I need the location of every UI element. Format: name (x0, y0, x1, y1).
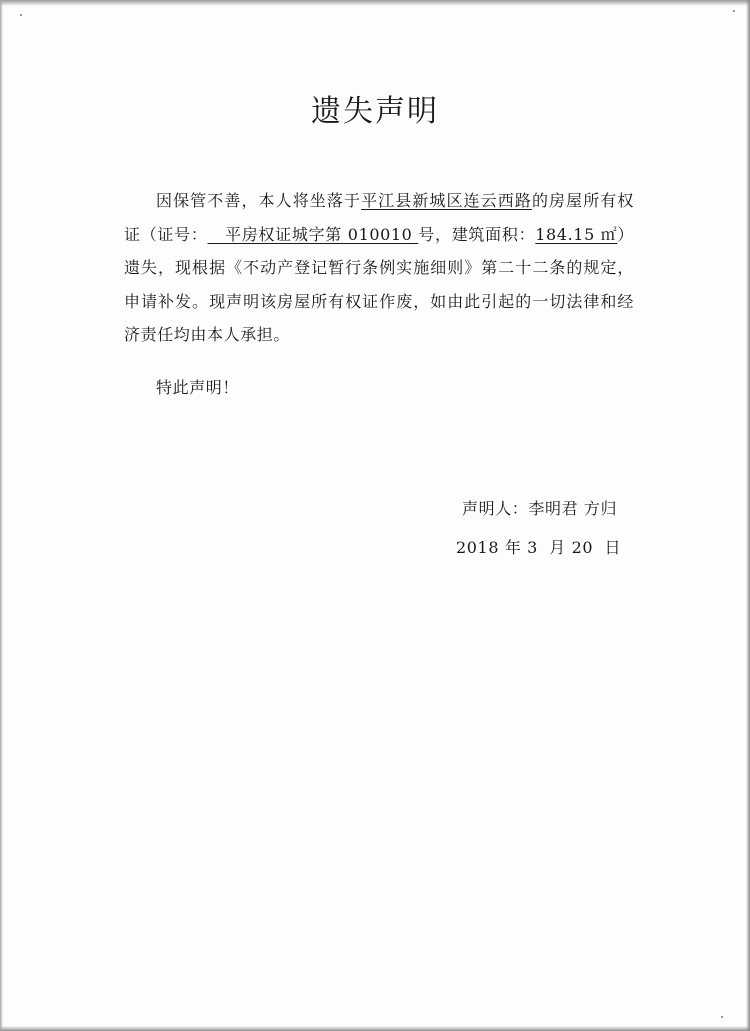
body-area-label: 号，建筑面积： (418, 224, 536, 244)
date-year: 2018 (456, 538, 500, 557)
body-certificate-label: 的房屋所有权证（证号： (124, 191, 634, 244)
date-month: 3 (527, 538, 538, 557)
scan-edge-top (0, 0, 750, 6)
certificate-number-text: 平房权证城字第 010010 (224, 224, 413, 244)
date-day-unit: 日 (604, 538, 622, 557)
signature-line (462, 495, 617, 523)
scan-speck (721, 1016, 723, 1018)
declaration-date (456, 534, 621, 562)
scan-edge-right (746, 0, 750, 1031)
body-intro: 因保管不善，本人将坐落于 (156, 191, 362, 210)
scan-speck (20, 14, 22, 16)
closing-statement: 特此声明！ (156, 378, 240, 397)
body-rest: ）遗失，现根据《不动产登记暂行条例实施细则》第二十二条的规定，申请补发。现声明该房屋所有权证作废，如由此引起的一切法律和经济责任均由本人承担。 (124, 224, 634, 344)
date-year-unit: 年 (504, 538, 522, 557)
scan-edge-bottom (0, 1026, 750, 1031)
signer-label: 声明人： (462, 499, 529, 518)
scan-edge-left (0, 0, 3, 1031)
date-day: 20 (571, 538, 594, 557)
date-month-unit: 月 (549, 538, 566, 557)
document-title: 遗失声明 (311, 94, 439, 129)
certificate-number (208, 225, 419, 244)
building-area: 184.15 ㎡ (535, 224, 618, 244)
scan-speck (733, 10, 735, 12)
signer-names: 李明君 方归 (528, 499, 618, 518)
property-address: 平江县新城区连云西路 (361, 191, 532, 210)
declaration-body (124, 184, 634, 352)
